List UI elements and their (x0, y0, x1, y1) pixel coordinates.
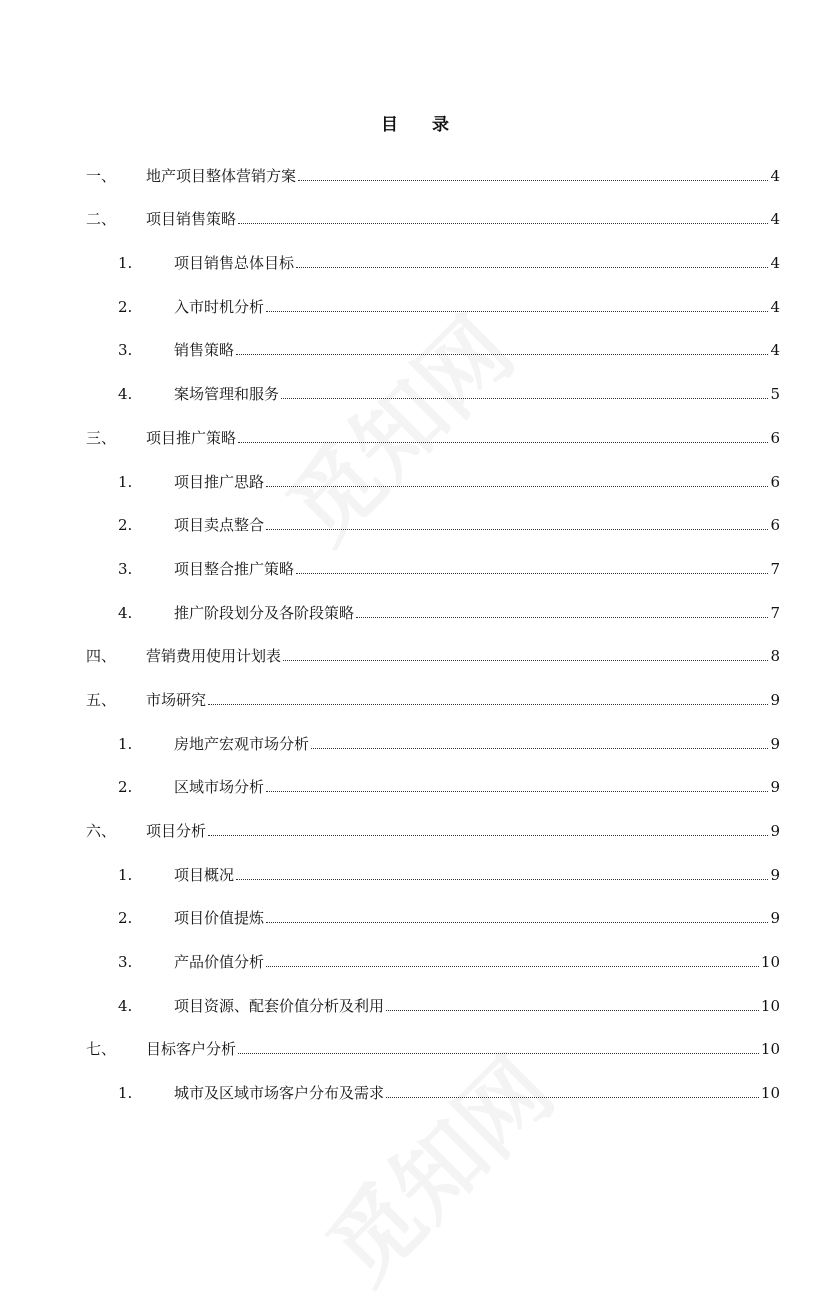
toc-entry-label: 项目分析 (146, 822, 207, 840)
toc-entry-page: 4 (770, 166, 780, 185)
toc-entry-page: 9 (770, 690, 780, 709)
toc-entry-label: 房地产宏观市场分析 (174, 734, 310, 753)
table-of-contents (86, 145, 780, 1106)
dot-leader (266, 311, 768, 312)
toc-entry-page: 4 (770, 210, 780, 229)
toc-entry[interactable] (86, 800, 780, 844)
dot-leader (298, 180, 768, 181)
toc-entry-label: 项目推广策略 (146, 428, 237, 447)
dot-leader (238, 1053, 759, 1054)
toc-entry-label: 项目销售总体目标 (174, 254, 295, 273)
toc-entry[interactable] (86, 713, 780, 757)
toc-entry[interactable] (86, 232, 780, 276)
toc-entry[interactable] (86, 145, 780, 189)
dot-leader (208, 835, 768, 836)
toc-entry-label: 城市及区域市场客户分布及需求 (174, 1084, 385, 1103)
toc-entry-page: 4 (770, 297, 780, 316)
dot-leader (266, 922, 768, 923)
toc-entry-label: 项目整合推广策略 (174, 559, 295, 578)
toc-entry-number: 二、 (86, 210, 117, 229)
toc-entry-number: 4. (118, 603, 133, 622)
toc-entry-page: 9 (770, 822, 780, 840)
dot-leader (311, 748, 768, 749)
toc-entry-page: 4 (770, 254, 780, 273)
dot-leader (386, 1097, 759, 1098)
dot-leader (236, 354, 768, 355)
dot-leader (386, 1010, 759, 1011)
toc-entry-page: 6 (770, 428, 780, 447)
toc-entry-label: 项目概况 (174, 865, 235, 884)
toc-entry-label: 市场研究 (146, 690, 207, 709)
toc-entry-page: 9 (770, 865, 780, 884)
toc-title: 目 录 (381, 115, 463, 135)
toc-entry-page: 9 (770, 734, 780, 753)
toc-entry[interactable] (86, 626, 780, 670)
toc-entry-number: 3. (118, 341, 133, 360)
dot-leader (281, 398, 768, 399)
toc-entry-label: 项目资源、配套价值分析及利用 (174, 996, 385, 1015)
toc-entry[interactable] (86, 582, 780, 626)
dot-leader (283, 660, 768, 661)
toc-entry-label: 地产项目整体营销方案 (146, 166, 297, 185)
toc-entry[interactable] (86, 669, 780, 713)
toc-entry-page: 9 (770, 909, 780, 928)
toc-entry-label: 项目卖点整合 (174, 516, 265, 535)
toc-entry-label: 项目推广思路 (174, 472, 265, 491)
toc-entry-number: 1. (118, 734, 133, 753)
toc-entry-label: 案场管理和服务 (174, 385, 280, 404)
toc-entry[interactable] (86, 276, 780, 320)
toc-entry[interactable] (86, 844, 780, 888)
toc-entry[interactable] (86, 888, 780, 932)
toc-entry-page: 8 (770, 647, 780, 666)
toc-entry-label: 目标客户分析 (146, 1040, 237, 1059)
toc-entry-page: 5 (770, 385, 780, 404)
toc-entry-label: 项目价值提炼 (174, 909, 265, 928)
toc-entry[interactable] (86, 451, 780, 495)
toc-entry-page: 4 (770, 341, 780, 360)
toc-entry[interactable] (86, 320, 780, 364)
toc-entry-number: 1. (118, 1084, 133, 1103)
toc-entry-number: 1. (118, 865, 133, 884)
dot-leader (238, 223, 768, 224)
toc-entry-number: 五、 (86, 690, 117, 709)
toc-entry-number: 一、 (86, 166, 117, 185)
toc-entry[interactable] (86, 407, 780, 451)
toc-entry-label: 销售策略 (174, 341, 235, 360)
toc-entry-number: 2. (118, 297, 133, 316)
dot-leader (238, 442, 768, 443)
toc-entry-page: 9 (770, 778, 780, 797)
toc-entry[interactable] (86, 495, 780, 539)
toc-entry[interactable] (86, 975, 780, 1019)
toc-entry-label: 入市时机分析 (174, 297, 265, 316)
toc-entry[interactable] (86, 931, 780, 975)
dot-leader (236, 879, 768, 880)
dot-leader (266, 529, 768, 530)
toc-entry-label: 区域市场分析 (174, 778, 265, 797)
toc-entry-page: 10 (760, 1040, 780, 1059)
toc-entry-page: 10 (760, 996, 780, 1015)
toc-entry-number: 1. (118, 472, 133, 491)
toc-entry-number: 3. (118, 559, 133, 578)
toc-entry-label: 营销费用使用计划表 (146, 647, 282, 666)
toc-entry-number: 1. (118, 254, 133, 273)
toc-entry-number: 4. (118, 385, 133, 404)
toc-entry[interactable] (86, 757, 780, 801)
toc-entry-page: 7 (770, 559, 780, 578)
toc-entry[interactable] (86, 538, 780, 582)
toc-entry-number: 2. (118, 909, 133, 928)
toc-entry-page: 10 (760, 1084, 780, 1103)
toc-entry-page: 6 (770, 516, 780, 535)
dot-leader (266, 966, 759, 967)
toc-entry[interactable] (86, 1019, 780, 1063)
toc-entry[interactable] (86, 189, 780, 233)
toc-entry-page: 6 (770, 472, 780, 491)
toc-entry-label: 产品价值分析 (174, 953, 265, 972)
toc-entry[interactable] (86, 1062, 780, 1106)
dot-leader (266, 791, 768, 792)
toc-entry-number: 四、 (86, 647, 117, 666)
toc-entry-number: 六、 (86, 822, 117, 840)
dot-leader (296, 267, 768, 268)
toc-entry-number: 4. (118, 996, 133, 1015)
toc-entry[interactable] (86, 363, 780, 407)
toc-entry-label: 项目销售策略 (146, 210, 237, 229)
toc-entry-number: 2. (118, 516, 133, 535)
toc-entry-page: 7 (770, 603, 780, 622)
toc-entry-number: 2. (118, 778, 133, 797)
toc-entry-number: 3. (118, 953, 133, 972)
dot-leader (296, 573, 768, 574)
dot-leader (356, 617, 768, 618)
toc-entry-page: 10 (760, 953, 780, 972)
toc-entry-label: 推广阶段划分及各阶段策略 (174, 603, 355, 622)
toc-entry-number: 七、 (86, 1040, 117, 1059)
dot-leader (208, 704, 768, 705)
toc-entry-number: 三、 (86, 428, 117, 447)
dot-leader (266, 486, 768, 487)
